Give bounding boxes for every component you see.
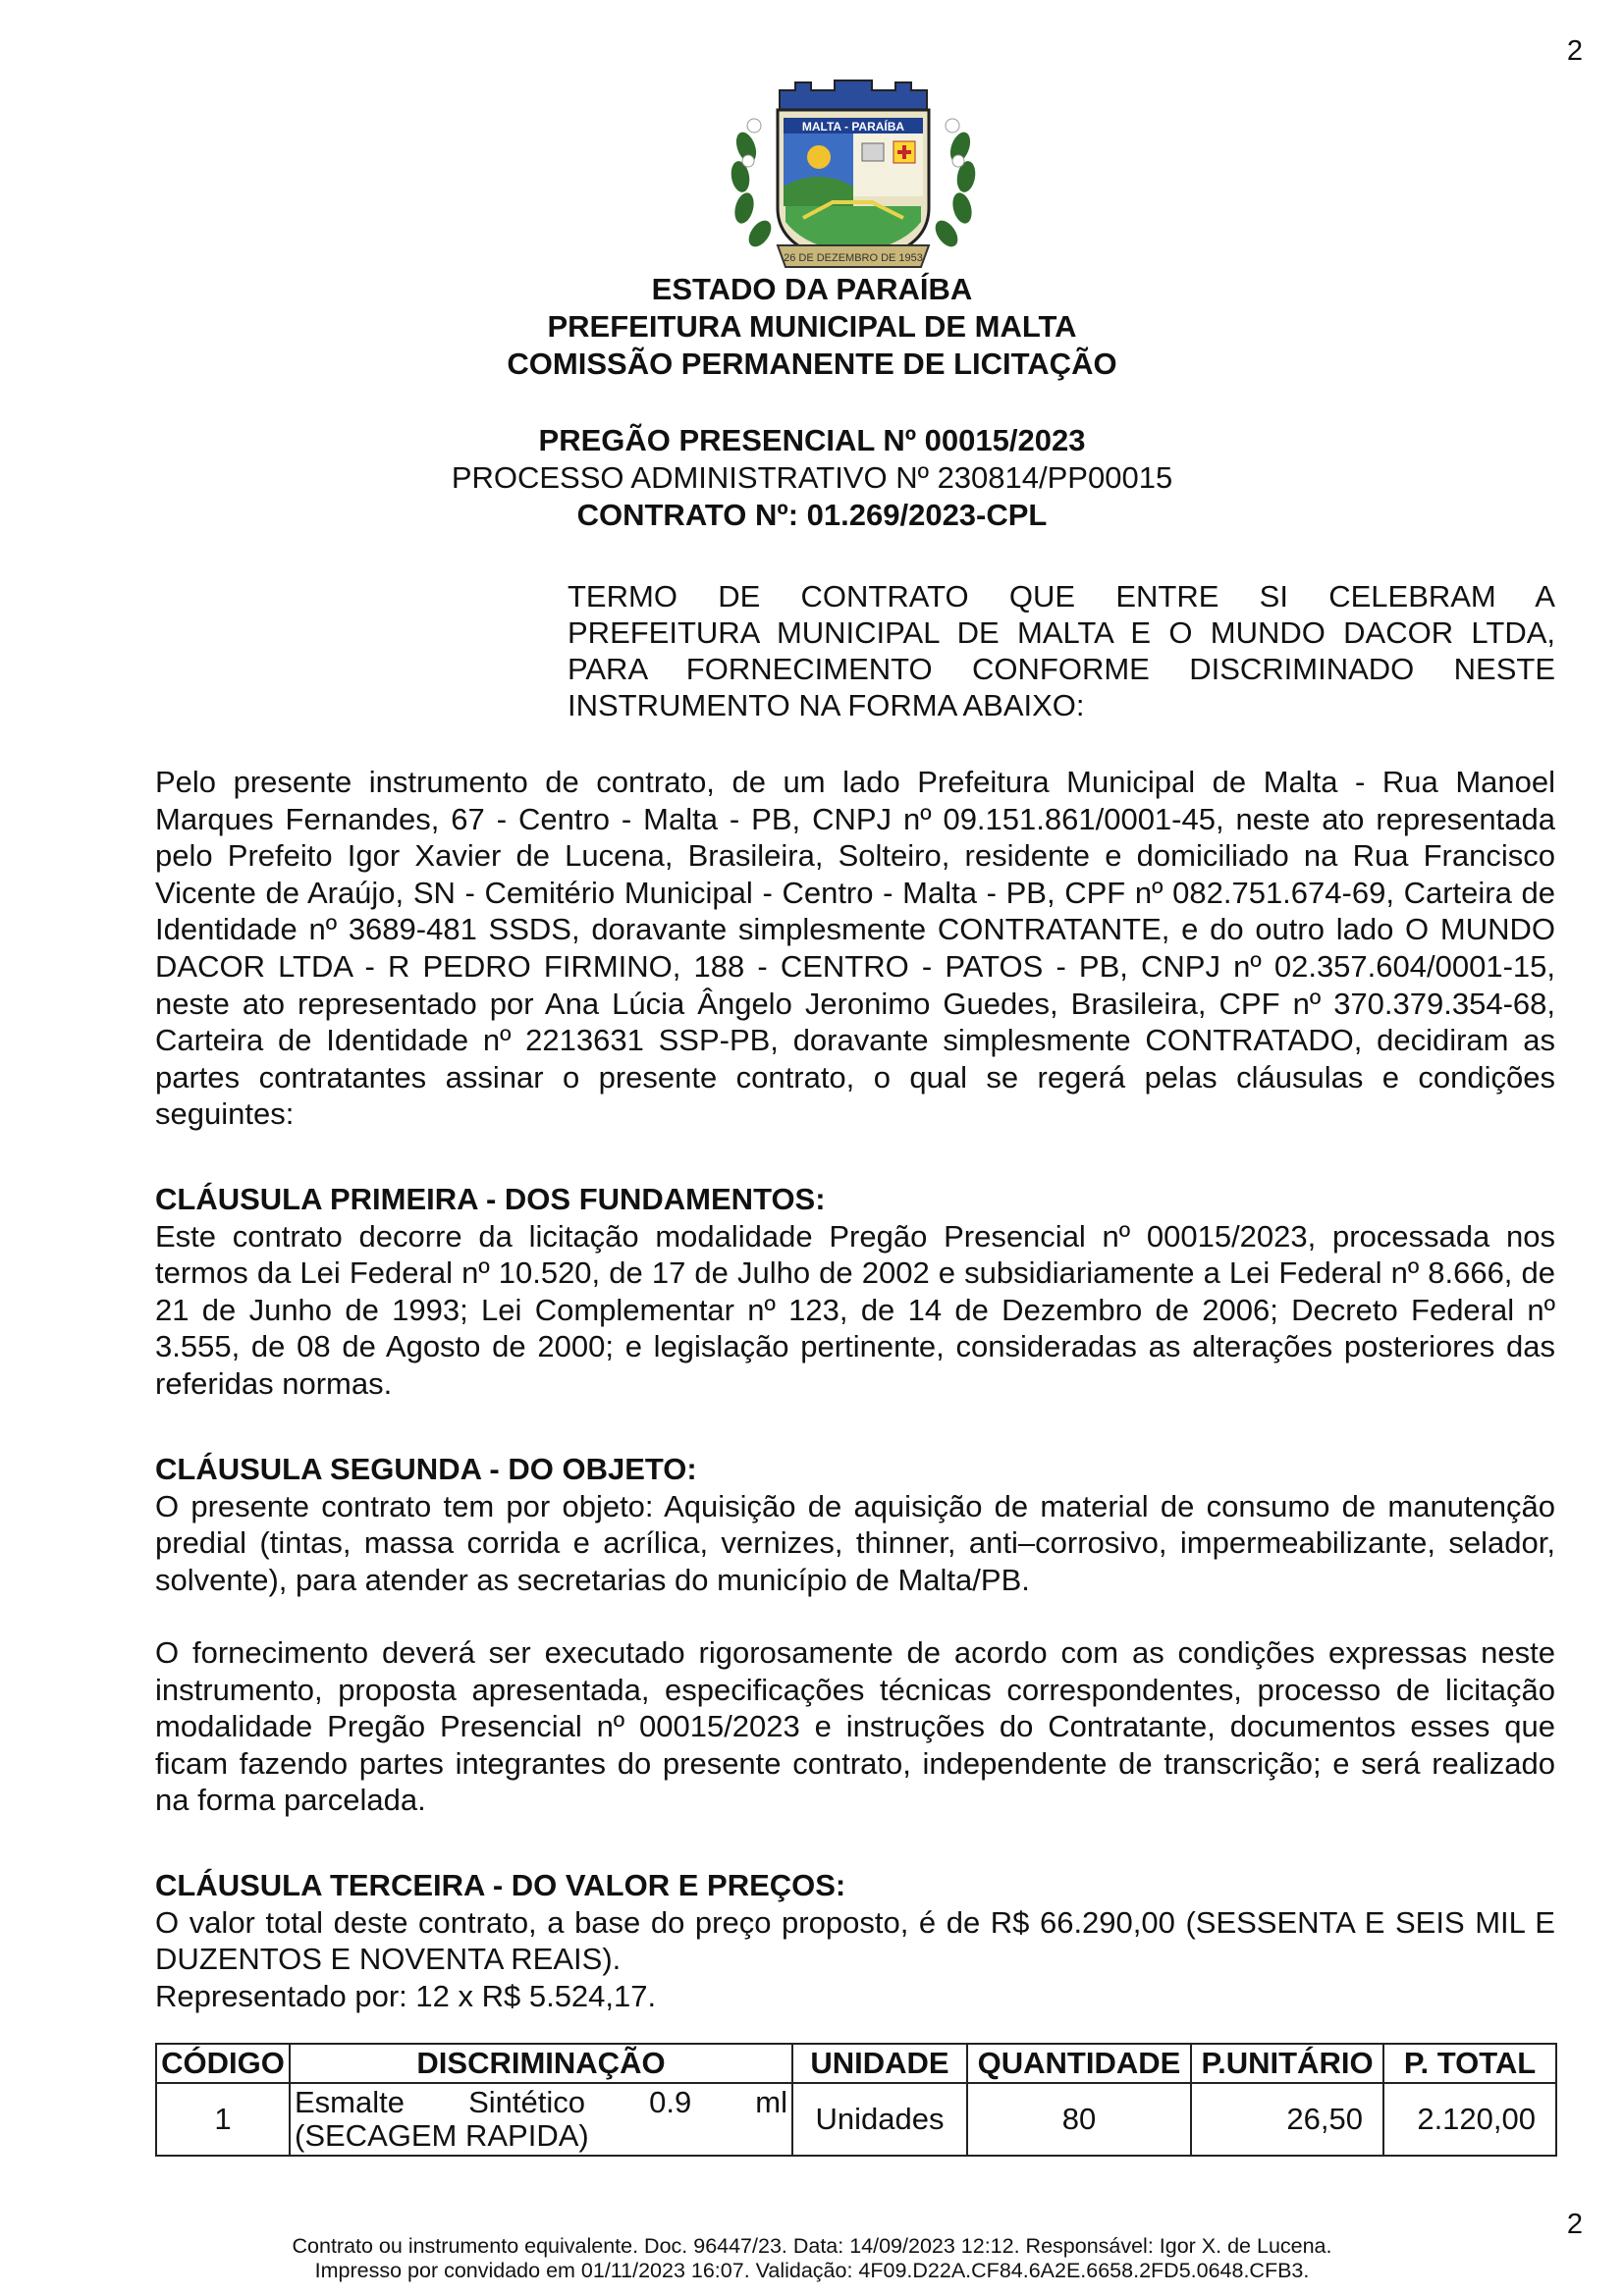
term-line: INSTRUMENTO NA FORMA ABAIXO: (568, 688, 1085, 722)
clause-third (155, 1867, 1555, 2014)
header-quantidade: QUANTIDADE (967, 2044, 1191, 2083)
document-footer (0, 2234, 1624, 2283)
header-unitario: P.UNITÁRIO (1191, 2044, 1383, 2083)
clause-second (155, 1451, 1555, 1598)
crest-emblem-icon (725, 79, 982, 271)
procurement-info (0, 422, 1624, 534)
clause-second-title: CLÁUSULA SEGUNDA - DO OBJETO: (155, 1452, 697, 1486)
term-line: PARA FORNECIMENTO CONFORME DISCRIMINADO NESTE (568, 652, 1555, 686)
header-state: ESTADO DA PARAÍBA (651, 272, 973, 306)
cell-codigo: 1 (156, 2083, 290, 2156)
crest-banner-text: MALTA - PARAÍBA (801, 120, 905, 133)
crest-ribbon-text: 26 DE DEZEMBRO DE 1953 (784, 252, 923, 264)
cell-discriminacao: Esmalte Sintético 0.9 ml (SECAGEM RAPIDA) (290, 2083, 792, 2156)
contrato-number: CONTRATO Nº: 01.269/2023-CPL (576, 498, 1048, 532)
page-number-top: 2 (1566, 35, 1583, 67)
page-number-bottom: 2 (1566, 2209, 1583, 2240)
term-line: PREFEITURA MUNICIPAL DE MALTA E O MUNDO DACOR LTDA, (568, 615, 1555, 650)
clause-first (155, 1181, 1555, 1403)
items-table (155, 2043, 1557, 2157)
clause-third-text: O valor total deste contrato, a base do preço proposto, é de R$ 66.290,00 (SESSENTA E SEIS MIL E DUZENTOS E NOVENTA REAIS). (155, 1904, 1555, 1977)
header-codigo: CÓDIGO (156, 2044, 290, 2083)
intro-paragraph: Pelo presente instrumento de contrato, de um lado Prefeitura Municipal de Malta - Rua Manoel Marques Fernandes, 67 - Centro - Malta - PB, CNPJ nº 09.151.861/0001-45, neste ato representada pelo Prefeito Igor Xavier de Lucena, Brasileira, Solteiro, residente e domiciliado na Rua Francisco Vicente de Araújo, SN - Cemitério Municipal - Centro - Malta - PB, CPF nº 082.751.674-69, Carteira de Identidade nº 3689-481 SSDS, doravante simplesmente CONTRATANTE, e do outro lado O MUNDO DACOR LTDA - R PEDRO FIRMINO, 188 - CENTRO - PATOS - PB, CNPJ nº 02.357.604/0001-15, neste ato representado por Ana Lúcia Ângelo Jeronimo Guedes, Brasileira, CPF nº 370.379.354-68, Carteira de Identidade nº 2213631 SSP-PB, doravante simplesmente CONTRATADO, decidiram as partes contratantes assinar o presente contrato, o qual se regerá pelas cláusulas e condições seguintes: (155, 765, 1555, 1132)
cell-unitario: 26,50 (1191, 2083, 1383, 2156)
header-prefecture: PREFEITURA MUNICIPAL DE MALTA (547, 309, 1077, 344)
items-table-wrapper (155, 2043, 1555, 2157)
clause-second-supply-paragraph: O fornecimento deverá ser executado rigorosamente de acordo com as condições expressas neste instrumento, proposta apresentada, especificações técnicas correspondentes, processo de licitação modalidade Pregão Presencial nº 00015/2023 e instruções do Contratante, documentos esses que ficam fazendo partes integrantes do presente contrato, independente de transcrição; e será realizado na forma parcelada. (155, 1635, 1555, 1818)
footer-doc-info: Contrato ou instrumento equivalente. Doc. 96447/23. Data: 14/09/2023 12:12. Responsável: Igor X. de Lucena. (292, 2234, 1332, 2258)
header-total: P. TOTAL (1383, 2044, 1556, 2083)
term-line: TERMO DE CONTRATO QUE ENTRE SI CELEBRAM A (568, 579, 1555, 614)
pregao-number: PREGÃO PRESENCIAL Nº 00015/2023 (538, 423, 1086, 457)
municipal-crest (725, 79, 982, 271)
table-row (156, 2083, 1556, 2156)
cell-unidade: Unidades (792, 2083, 967, 2156)
clause-first-title: CLÁUSULA PRIMEIRA - DOS FUNDAMENTOS: (155, 1182, 826, 1216)
clause-second-text: O presente contrato tem por objeto: Aquisição de aquisição de material de consumo de manutenção predial (tintas, massa corrida e acrílica, vernizes, thinner, anti–corrosivo, impermeabilizante, selador, solvente), para atender as secretarias do município de Malta/PB. (155, 1488, 1555, 1597)
cell-total: 2.120,00 (1383, 2083, 1556, 2156)
header-commission: COMISSÃO PERMANENTE DE LICITAÇÃO (507, 347, 1117, 381)
term-summary (568, 578, 1555, 723)
footer-validation: Impresso por convidado em 01/11/2023 16:07. Validação: 4F09.D22A.CF84.6A2E.6658.2FD5.0648.CFB3. (314, 2259, 1310, 2282)
clause-first-text: Este contrato decorre da licitação modalidade Pregão Presencial nº 00015/2023, processada nos termos da Lei Federal nº 10.520, de 17 de Julho de 2002 e subsidiariamente a Lei Federal nº 8.666, de 21 de Junho de 1993; Lei Complementar nº 123, de 14 de Dezembro de 2006; Decreto Federal nº 3.555, de 08 de Agosto de 2000; e legislação pertinente, consideradas as alterações posteriores das referidas normas. (155, 1218, 1555, 1401)
header-discriminacao: DISCRIMINAÇÃO (290, 2044, 792, 2083)
processo-number: PROCESSO ADMINISTRATIVO Nº 230814/PP00015 (451, 460, 1173, 495)
table-header-row (156, 2044, 1556, 2083)
clause-third-title: CLÁUSULA TERCEIRA - DO VALOR E PREÇOS: (155, 1868, 846, 1902)
header-unidade: UNIDADE (792, 2044, 967, 2083)
document-header (0, 271, 1624, 383)
clause-third-installments: Representado por: 12 x R$ 5.524,17. (155, 1978, 657, 2013)
cell-quantidade: 80 (967, 2083, 1191, 2156)
